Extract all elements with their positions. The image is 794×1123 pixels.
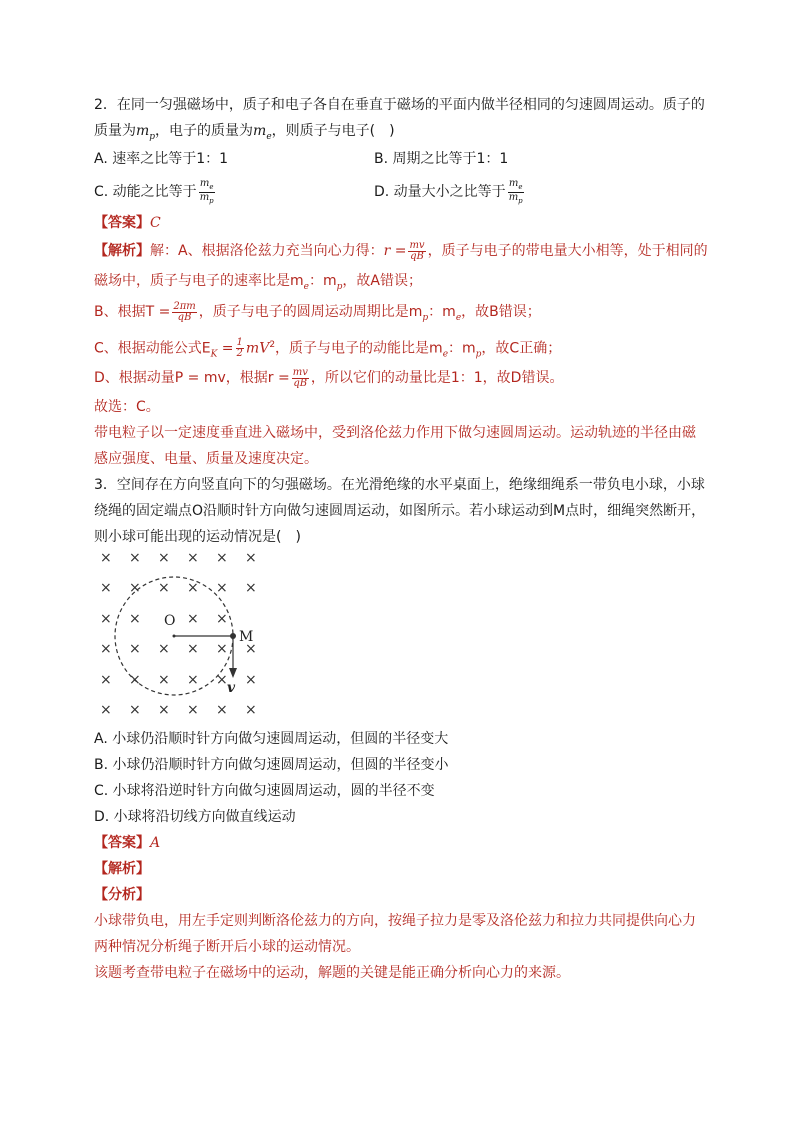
q3-answer — [94, 830, 704, 856]
field-cross-mark: × — [187, 672, 199, 688]
field-cross-mark: × — [187, 552, 199, 566]
q3-option-c[interactable]: C. 小球将沿逆时针方向做匀速圆周运动，圆的半径不变 — [94, 783, 435, 799]
field-cross-mark: × — [100, 552, 112, 566]
q2-analysis-r-num: mv — [292, 366, 308, 378]
field-cross-mark: × — [187, 611, 199, 627]
field-cross-mark: × — [245, 702, 257, 718]
fraction-subscript: e — [518, 182, 523, 191]
field-cross-mark: × — [100, 580, 112, 596]
field-cross-mark: × — [216, 702, 228, 718]
q2-analysis-a-text: 解：A、根据洛伦兹力充当向心力得： — [150, 243, 384, 259]
field-cross-mark: × — [129, 641, 141, 657]
q2-analysis-formula-r: r = — [383, 243, 407, 259]
q2-option-c-den: $m_p$ — [199, 191, 214, 205]
q2-analysis-frac-mv-qb — [408, 241, 425, 262]
q2-line4-sub-p: p — [475, 349, 482, 360]
label-v: v — [227, 680, 236, 696]
field-cross-mark: × — [129, 611, 141, 627]
field-cross-mark: × — [187, 702, 199, 718]
field-cross-mark: × — [100, 611, 112, 627]
field-cross-mark: × — [100, 702, 112, 718]
q2-analysis-c-text: C、根据动能公式E — [94, 340, 211, 357]
label-o: O — [164, 613, 176, 629]
q2-analysis-d-text: D、根据动量P = mv，根据r = — [94, 370, 290, 386]
q2-line3-sub-p: p — [422, 312, 429, 323]
q2-line3-sub-e: e — [455, 312, 462, 323]
q2-analysis-line2-mid: ：m — [308, 273, 337, 289]
field-cross-mark: × — [187, 641, 199, 657]
field-cross-mark: × — [187, 580, 199, 596]
q2-analysis-line4 — [94, 328, 704, 362]
q3-option-b[interactable]: B. 小球仍沿顺时针方向做匀速圆周运动，但圆的半径变小 — [94, 757, 449, 773]
q2-answer-label: 【答案】 — [94, 215, 150, 231]
document-page — [94, 92, 708, 986]
q2-analysis-d-rest: ，所以它们的动量比是1：1，故D错误。 — [310, 370, 564, 386]
q2-summary-line1: 带电粒子以一定速度垂直进入磁场中，受到洛伦兹力作用下做匀速圆周运动。运动轨迹的半径由磁 — [94, 425, 696, 441]
q2-analysis-b-end: ，故B错误； — [461, 304, 541, 320]
q2-answer-value: C — [150, 215, 161, 231]
velocity-arrow-head — [229, 668, 237, 678]
field-cross-mark: × — [129, 580, 141, 596]
field-cross-mark: × — [216, 641, 228, 657]
q2-analysis-line2-text: 磁场中，质子与电子的速率比是m — [94, 273, 304, 289]
q2-stem-mass-label: 质量为 — [94, 123, 136, 139]
q2-analysis-num: mv — [409, 239, 425, 251]
q2-line4-sub-e: e — [442, 349, 449, 360]
q3-figure-svg — [94, 552, 274, 722]
q2-analysis-c-end: ，故C正确； — [481, 340, 562, 357]
q2-option-c-text: C. 动能之比等于 — [94, 184, 197, 200]
label-m: M — [239, 629, 254, 645]
q2-analysis-half-num: 1 — [236, 337, 243, 349]
q3-analysis-label: 【解析】 — [94, 861, 150, 877]
q2-analysis-half-den: 2 — [236, 348, 243, 360]
q2-mp: m — [136, 123, 150, 139]
q2-analysis-r-den: qB — [293, 377, 308, 389]
q2-mp-sub: p — [149, 131, 156, 142]
q3-fenxi-line2: 两种情况分析绳子断开后小球的运动情况。 — [94, 939, 360, 955]
q3-answer-value: A — [150, 835, 161, 851]
q3-stem-line2: 绕绳的固定端点O沿顺时针方向做匀速圆周运动，如图所示。若小球运动到M点时，细绳突然断开， — [94, 503, 706, 519]
q2-analysis-mv2: mV — [245, 340, 270, 357]
q3-fenxi-line1: 小球带负电，用左手定则判断洛伦兹力的方向，按绳子拉力是零及洛伦兹力和拉力共同提供向心力 — [94, 913, 696, 929]
field-cross-mark: × — [245, 580, 257, 596]
q3-stem-line3: 则小球可能出现的运动情况是( ) — [94, 529, 301, 545]
fraction-subscript: p — [518, 196, 523, 205]
q2-option-c-num: $m_e$ — [199, 177, 214, 191]
q2-options-row2 — [94, 174, 704, 210]
q2-analysis-c-mid: ，质子与电子的动能比是m — [275, 340, 443, 357]
field-cross-mark: × — [129, 552, 141, 566]
field-cross-mark: × — [216, 611, 228, 627]
q2-analysis-b-mid: ，质子与电子的圆周运动周期比是m — [198, 304, 423, 320]
center-point — [173, 635, 176, 638]
q2-analysis-frac-half — [236, 338, 244, 359]
q3-stem-line1: 3．空间存在方向竖直向下的匀强磁场。在光滑绝缘的水平桌面上，绝缘细绳系一带负电小球，小球 — [94, 477, 705, 493]
q2-analysis-den: qB — [410, 250, 424, 262]
q2-analysis-b-text: B、根据T = — [94, 304, 171, 320]
q2-analysis-line2-end: ，故A错误； — [342, 273, 422, 289]
field-cross-mark: × — [158, 552, 170, 566]
q2-analysis-a-rest: ，质子与电子的带电量大小相等，处于相同的 — [427, 243, 708, 259]
q2-stem-line2 — [94, 118, 704, 144]
q2-option-c[interactable] — [94, 174, 374, 210]
q2-analysis-frac-period — [172, 302, 196, 323]
field-cross-mark: × — [245, 552, 257, 566]
fraction-subscript: p — [209, 196, 214, 205]
q2-choose: 故选：C。 — [94, 399, 160, 415]
q2-line2-sub-p: p — [336, 281, 343, 292]
q2-analysis-c-eq: = — [217, 340, 234, 357]
q3-answer-label: 【答案】 — [94, 835, 150, 851]
field-cross-mark: × — [100, 672, 112, 688]
field-cross-mark: × — [245, 641, 257, 657]
q2-option-b[interactable]: B. 周期之比等于1：1 — [374, 151, 509, 167]
q2-analysis-b-colon: ：m — [428, 304, 456, 320]
q2-answer — [94, 210, 704, 236]
field-cross-mark: × — [216, 552, 228, 566]
q2-analysis-line1 — [94, 236, 708, 266]
field-cross-mark: × — [158, 672, 170, 688]
q3-magnetic-field-figure — [94, 552, 274, 722]
q2-me: m — [253, 123, 267, 139]
field-cross-mark: × — [245, 672, 257, 688]
field-cross-mark: × — [158, 702, 170, 718]
q3-option-a[interactable]: A. 小球仍沿顺时针方向做匀速圆周运动，但圆的半径变大 — [94, 731, 449, 747]
q2-analysis-line3 — [94, 296, 704, 328]
q2-analysis-line2 — [94, 266, 704, 296]
q2-analysis-period-num: 2πm — [173, 300, 196, 312]
q2-option-d-text: D. 动量大小之比等于 — [374, 184, 506, 200]
field-cross-mark: × — [216, 672, 228, 688]
q2-me-sub: e — [266, 131, 272, 142]
q3-summary: 该题考查带电粒子在磁场中的运动，解题的关键是能正确分析向心力的来源。 — [94, 965, 570, 981]
field-cross-mark: × — [158, 641, 170, 657]
q2-analysis-line5 — [94, 362, 704, 394]
q3-option-d[interactable]: D. 小球将沿切线方向做直线运动 — [94, 809, 296, 825]
q2-options-row1 — [94, 144, 704, 174]
q3-fenxi-label: 【分析】 — [94, 887, 150, 903]
field-cross-mark: × — [129, 702, 141, 718]
q2-option-d-fraction — [508, 179, 524, 206]
q2-stem-electron-label: ，电子的质量为 — [155, 123, 254, 139]
q2-ek-sub: K — [210, 349, 218, 360]
q2-analysis-label: 【解析】 — [94, 243, 150, 259]
q2-stem-line1: 2．在同一匀强磁场中，质子和电子各自在垂直于磁场的平面内做半径相同的匀速圆周运动。质子的 — [94, 97, 705, 113]
q2-analysis-period-den: qB — [177, 311, 192, 323]
q2-option-d-den: $m_p$ — [508, 191, 523, 205]
field-cross-mark: × — [216, 580, 228, 596]
q2-stem-question: ，则质子与电子( ) — [271, 123, 395, 139]
q2-analysis-c-colon: ：m — [448, 340, 476, 357]
fraction-subscript: e — [209, 182, 214, 191]
q2-option-c-fraction — [199, 179, 215, 206]
field-cross-mark: × — [158, 580, 170, 596]
field-cross-mark: × — [129, 672, 141, 688]
q2-line2-sub-e: e — [303, 281, 309, 292]
q2-analysis-frac-r — [292, 368, 309, 389]
q2-option-d-num: $m_e$ — [508, 177, 523, 191]
field-cross-mark: × — [100, 641, 112, 657]
q2-analysis-sq: 2 — [269, 340, 276, 350]
q2-option-d[interactable] — [374, 174, 654, 210]
q2-summary-line2: 感应强度、电量、质量及速度决定。 — [94, 451, 318, 467]
q2-option-a[interactable]: A. 速率之比等于1：1 — [94, 151, 229, 167]
